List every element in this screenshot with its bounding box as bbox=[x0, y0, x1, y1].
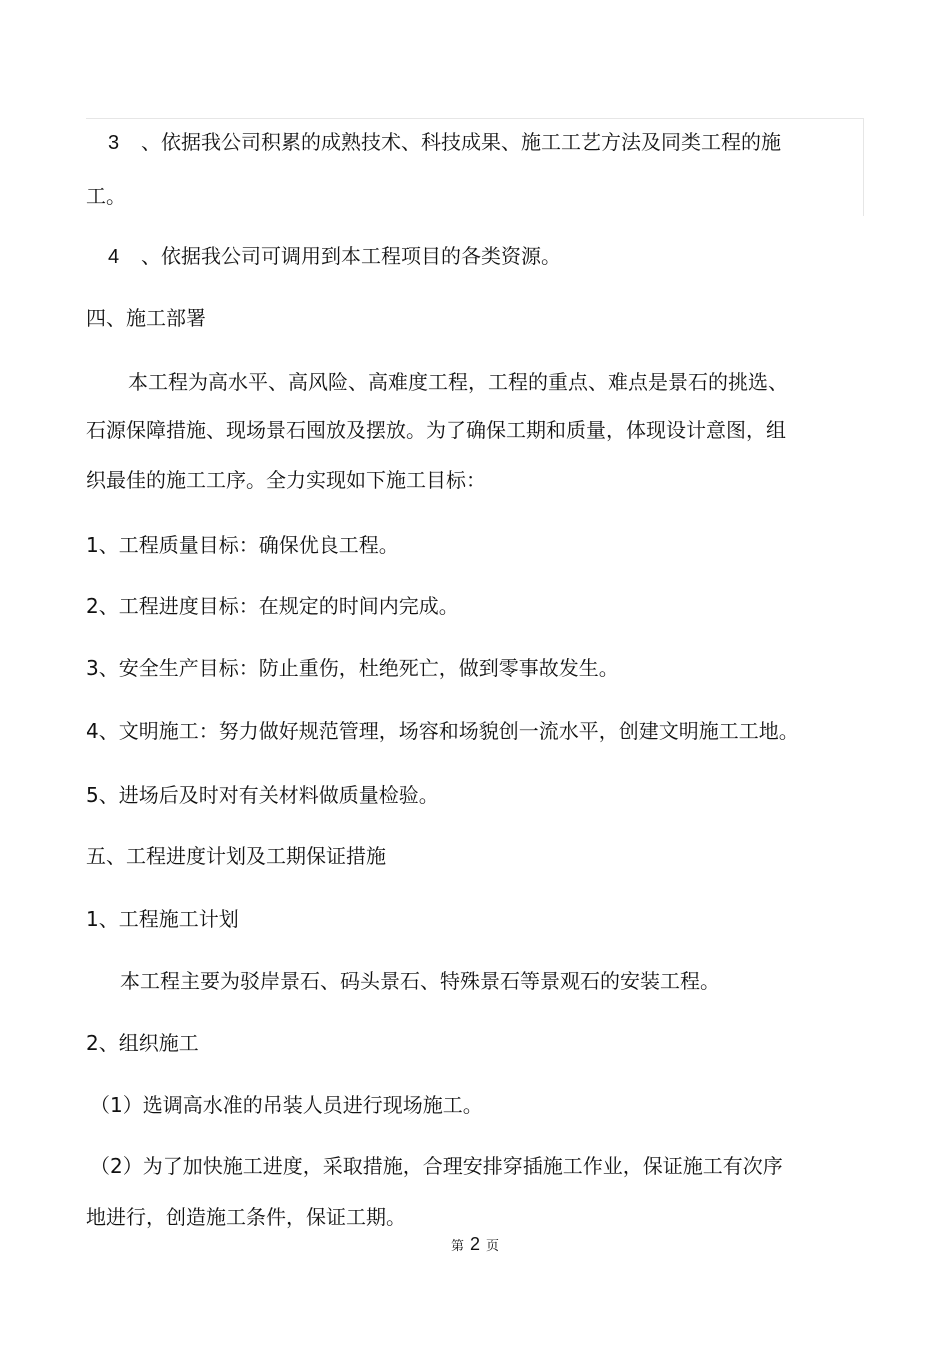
subheading: 1、工程施工计划 bbox=[86, 907, 239, 931]
footer-prefix: 第 bbox=[450, 1239, 464, 1254]
item-number: 4 bbox=[108, 246, 120, 268]
paragraph-line: 本工程为高水平、高风险、高难度工程，工程的重点、难点是景石的挑选、 bbox=[128, 370, 788, 394]
paragraph-line: 本工程主要为驳岸景石、码头景石、特殊景石等景观石的安装工程。 bbox=[120, 969, 720, 993]
item-text: 、依据我公司积累的成熟技术、科技成果、施工工艺方法及同类工程的施 bbox=[141, 130, 781, 154]
item-number: 3 bbox=[108, 132, 120, 154]
paragraph-line: 织最佳的施工工序。全力实现如下施工目标： bbox=[86, 468, 486, 492]
goal-item: 5、进场后及时对有关材料做质量检验。 bbox=[86, 783, 439, 807]
section-heading-4: 四、施工部署 bbox=[86, 306, 206, 330]
goal-item: 2、工程进度目标：在规定的时间内完成。 bbox=[86, 594, 459, 618]
goal-item: 1、工程质量目标：确保优良工程。 bbox=[86, 533, 399, 557]
list-item-4 bbox=[86, 242, 561, 271]
list-item: （2）为了加快施工进度，采取措施，合理安排穿插施工作业，保证施工有次序 bbox=[90, 1154, 783, 1178]
paragraph-line: 石源保障措施、现场景石囤放及摆放。为了确保工期和质量，体现设计意图，组 bbox=[86, 418, 786, 442]
subheading: 2、组织施工 bbox=[86, 1031, 199, 1055]
page-number: 2 bbox=[469, 1234, 480, 1254]
page-footer bbox=[0, 1233, 950, 1258]
paragraph-line: 地进行，创造施工条件，保证工期。 bbox=[86, 1205, 406, 1229]
list-item: （1）选调高水准的吊装人员进行现场施工。 bbox=[90, 1093, 483, 1117]
list-item-3-continuation: 工。 bbox=[86, 184, 126, 208]
item-text: 、依据我公司可调用到本工程项目的各类资源。 bbox=[141, 244, 561, 268]
footer-suffix: 页 bbox=[486, 1239, 500, 1254]
goal-item: 4、文明施工：努力做好规范管理，场容和场貌创一流水平，创建文明施工工地。 bbox=[86, 719, 799, 743]
section-heading-5: 五、工程进度计划及工期保证措施 bbox=[86, 844, 386, 868]
list-item-3 bbox=[86, 128, 781, 157]
goal-item: 3、安全生产目标：防止重伤，杜绝死亡，做到零事故发生。 bbox=[86, 656, 619, 680]
